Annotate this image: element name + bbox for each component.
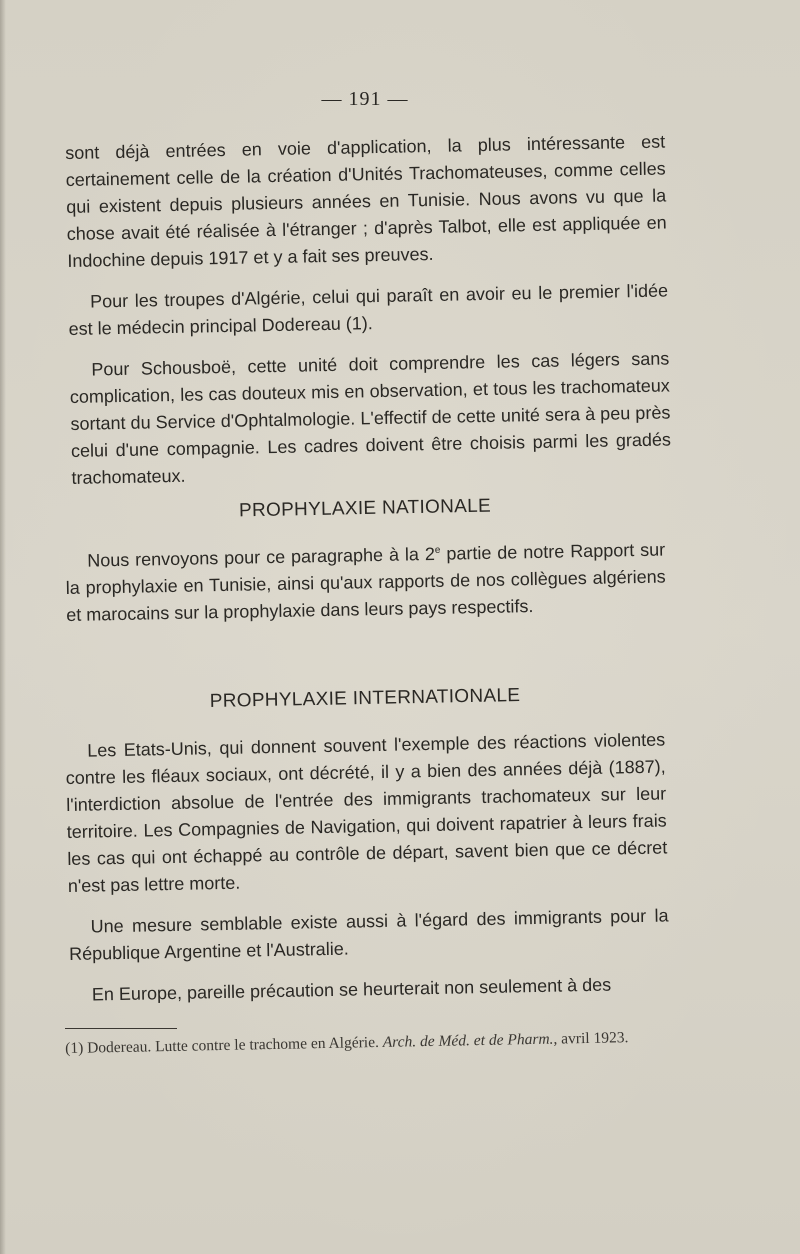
paragraph: Les Etats-Unis, qui donnent souvent l'exemple des réactions violentes contre les fléaux sociaux, ont décrété, il y a bien des années déjà (1887), l'interdiction absolue de l'entrée des immigrants trachomateux sur leur territoire. Les Compagnies de Navigation, qui doivent rapatrier à leurs frais les cas qui ont échappé au contrôle de départ, savent bien que ce décret n'est pas lettre morte. [65,729,668,896]
footnote-divider [65,1028,177,1029]
internationale-section [65,726,670,1008]
page-number: — 191 — [321,88,409,110]
footnote [65,1026,675,1060]
paragraph-text: Nous renvoyons pour ce paragraphe à la 2 [87,543,436,571]
paragraph: Pour les troupes d'Algérie, celui qui paraît en avoir eu le premier l'idée est le médecin principal Dodereau (1). [68,280,669,339]
heading-prophylaxie-nationale: PROPHYLAXIE NATIONALE [238,495,492,522]
intro-section [65,128,672,491]
paragraph: En Europe, pareille précaution se heurterait non seulement à des [91,974,612,1005]
nationale-section [65,536,666,629]
paragraph [65,536,666,629]
paragraph: sont déjà entrées en voie d'application, la plus intéressante est certainement celle de la création d'Unités Trachomateuses, comme celles qui existent depuis plusieurs années en Tunisie. Nous avons vu que la chose avait été réalisée à l'étranger ; d'après Talbot, elle est appliquée en Indochine depuis 1917 et y a fait ses preuves. [65,131,667,271]
paragraph: Pour Schousboë, cette unité doit comprendre les cas légers sans complication, les cas douteux mis en observation, et tous les trachomateux sortant du Service d'Ophtalmologie. L'effectif de cette unité sera à peu près celui d'une compagnie. Les cadres doivent être choisis parmi les gradés trachomateux. [69,348,672,488]
paragraph: Une mesure semblable existe aussi à l'égard des immigrants pour la République Argentine et l'Australie. [68,905,669,964]
footnote-text: (1) Dodereau. Lutte contre le trachome en Algérie. [65,1033,383,1057]
footnote-source: Arch. de Méd. et de Pharm. [382,1030,554,1051]
superscript: e [434,544,441,556]
paragraph-text: partie de notre Rapport sur la prophylaxie en Tunisie, ainsi qu'aux rapports de nos collègues algériens et marocains sur la prophylaxie dans leurs pays respectifs. [65,539,666,625]
heading-prophylaxie-internationale: PROPHYLAXIE INTERNATIONALE [209,685,521,712]
footnote-date: , avril 1923. [553,1029,629,1048]
